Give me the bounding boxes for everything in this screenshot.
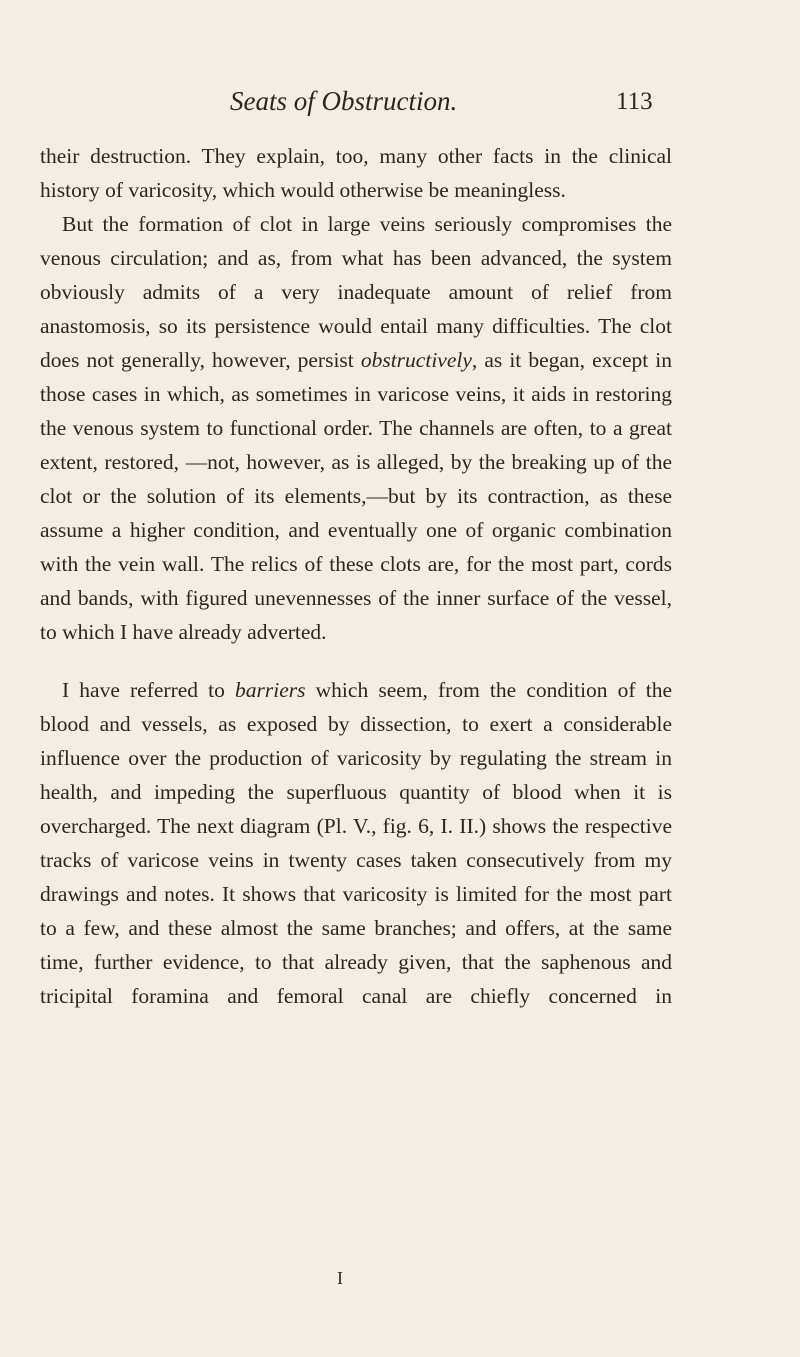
- emphasis-barriers: barriers: [235, 678, 306, 702]
- paragraph-3: [40, 673, 672, 1013]
- paragraph-1: [40, 139, 672, 207]
- signature-mark: I: [337, 1268, 343, 1288]
- page-number: 113: [616, 88, 653, 115]
- paragraph-3-text-b: which seem, from the condition of the blood and vessels, as exposed by dissection, to exert a considerable influence over the production of varicosity by regulating the stream in health, and impeding the superfluous quantity of blood when it is overcharged. The next diagram (Pl. V., fig. 6, I. II.) shows the respective tracks of varicose veins in twenty cases taken consecutively from my drawings and notes. It shows that varicosity is limited for the most part to a few, and these almost the same branches; and offers, at the same time, further evidence, to that already given, that the saphenous and tricipital foramina and femoral canal are chiefly concerned in: [40, 678, 672, 1008]
- paragraph-1-text: their destruction. They explain, too, many other facts in the clinical history of varicosity, which would otherwise be meaningless.: [40, 144, 672, 202]
- paragraph-2-text-b: , as it began, except in those cases in which, as sometimes in varicose veins, it aids in restoring the venous system to functional order. The channels are often, to a great extent, restored, —not, however, as is alleged, by the breaking up of the clot or the solution of its elements,—but by its contraction, as these assume a higher condition, and eventually one of organic combination with the vein wall. The relics of these clots are, for the most part, cords and bands, with figured unevennesses of the inner surface of the vessel, to which I have already adverted.: [40, 348, 672, 644]
- running-head: [0, 86, 800, 126]
- emphasis-obstructively: obstructively: [360, 348, 472, 372]
- paragraph-3-text-a: I have referred to: [62, 678, 236, 702]
- paragraph-2: [40, 207, 672, 649]
- running-title: Seats of Obstruction.: [230, 86, 458, 116]
- paragraph-2-text-a: But the formation of clot in large veins seriously compromises the venous circulation; and as, from what has been advanced, the system obviously admits of a very inadequate amount of relief from anastomosis, so its persistence would entail many difficulties. The clot does not generally, however, persist: [40, 212, 672, 372]
- body-text: [40, 139, 672, 1013]
